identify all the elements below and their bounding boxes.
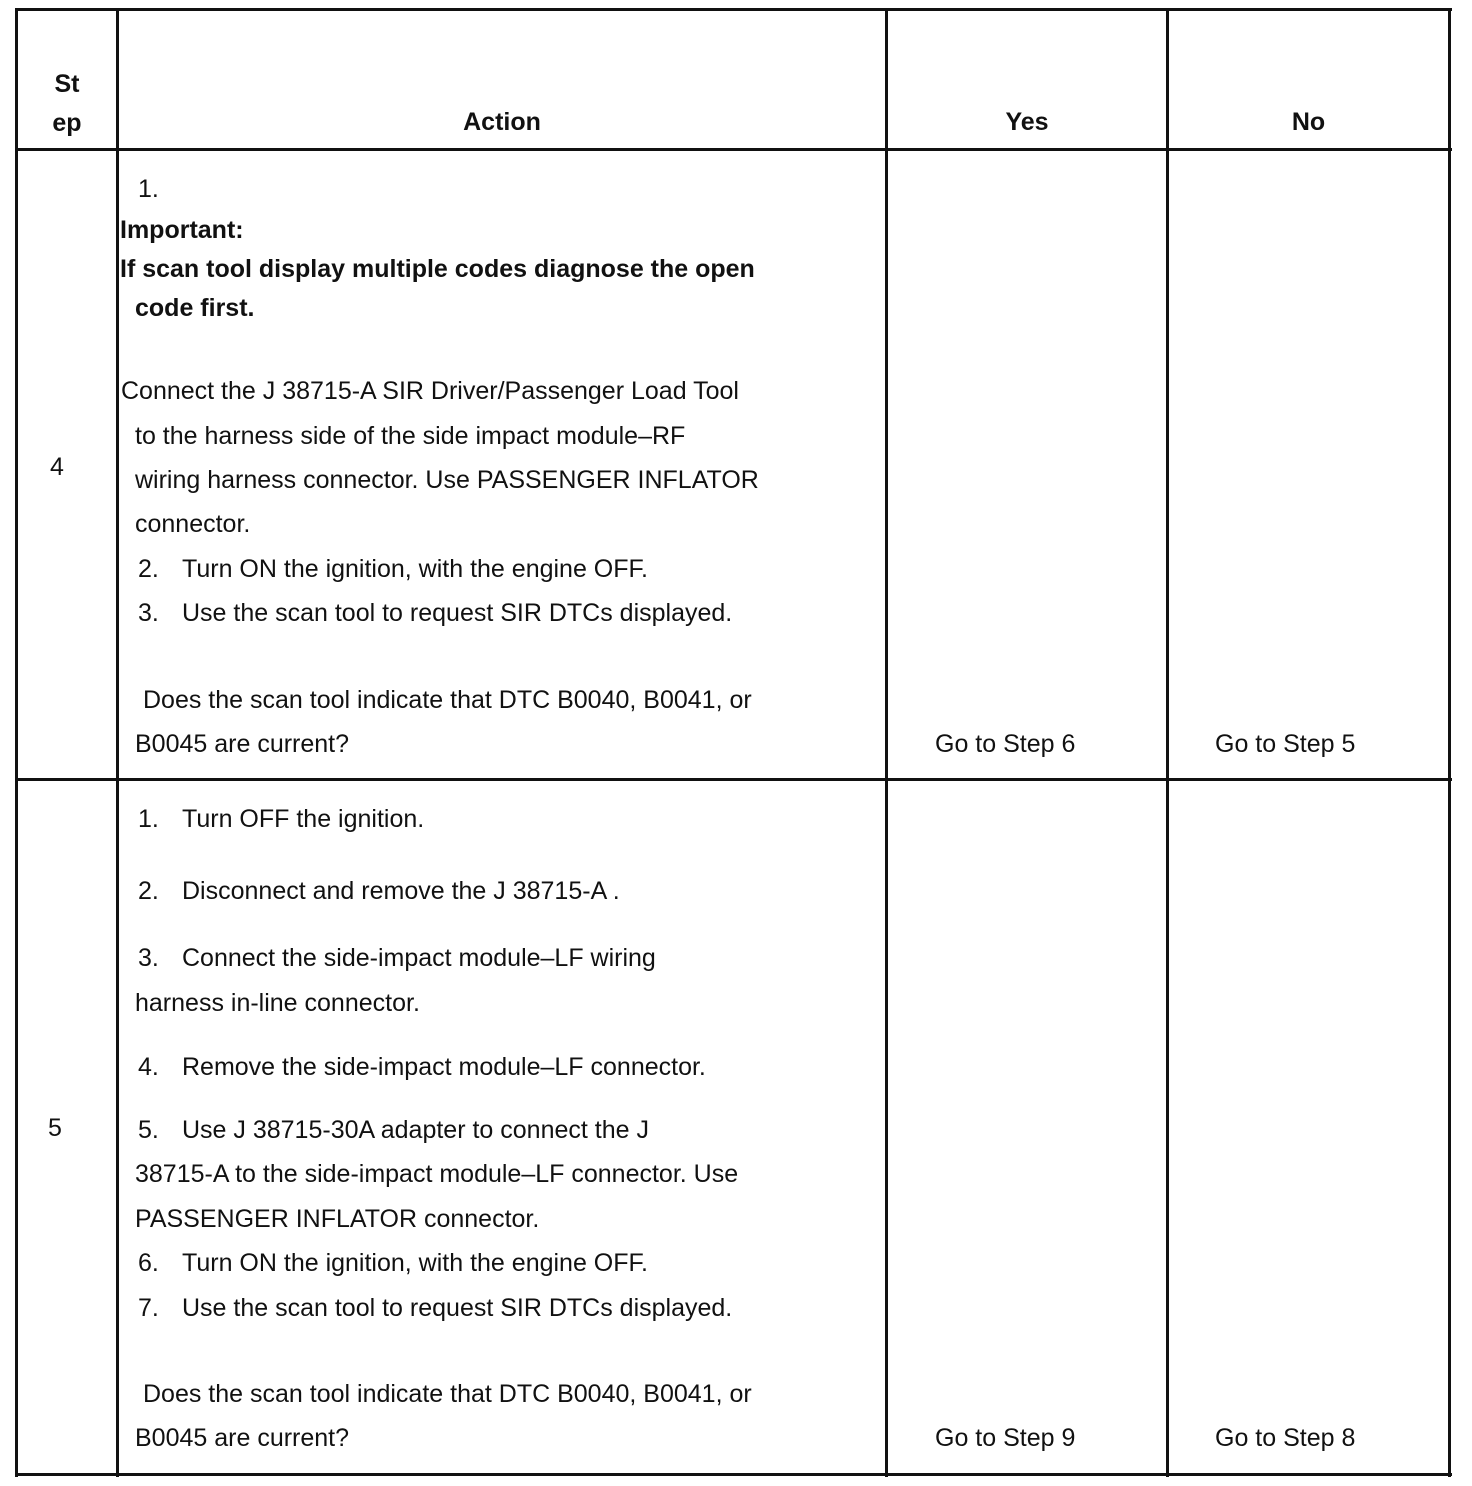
action-line: connector.	[135, 510, 251, 538]
important-note: code first.	[135, 294, 255, 322]
action-line: Disconnect and remove the J 38715-A .	[182, 877, 620, 905]
action-item-number: 3.	[138, 944, 159, 972]
step-number: 4	[50, 453, 64, 481]
header-no: No	[1291, 108, 1326, 136]
row-divider	[15, 778, 1452, 781]
action-line: Connect the J 38715-A SIR Driver/Passenger Load Tool	[121, 377, 739, 405]
important-note: If scan tool display multiple codes diagnose the open	[120, 255, 755, 283]
action-line: wiring harness connector. Use PASSENGER INFLATOR	[135, 466, 759, 494]
action-item-number: 5.	[138, 1116, 159, 1144]
action-item-number: 6.	[138, 1249, 159, 1277]
important-label: Important:	[120, 216, 244, 244]
column-divider-step	[116, 8, 119, 1477]
action-line: PASSENGER INFLATOR connector.	[135, 1205, 540, 1233]
action-line: 1.	[138, 175, 159, 203]
action-item-number: 1.	[138, 805, 159, 833]
action-question: Does the scan tool indicate that DTC B0040, B0041, or	[143, 1380, 752, 1408]
yes-result: Go to Step 9	[935, 1424, 1076, 1452]
action-question: B0045 are current?	[135, 1424, 350, 1452]
header-row-divider	[15, 148, 1452, 151]
column-divider-action	[885, 8, 888, 1477]
column-divider-yes	[1166, 8, 1169, 1477]
table-border-bottom	[15, 1473, 1452, 1476]
action-line: Turn ON the ignition, with the engine OFF.	[182, 1249, 648, 1277]
action-line: Turn ON the ignition, with the engine OFF.	[182, 555, 648, 583]
header-action: Action	[463, 108, 541, 136]
action-line: Connect the side-impact module–LF wiring	[182, 944, 656, 972]
action-item-number: 3.	[138, 599, 159, 627]
action-line: to the harness side of the side impact module–RF	[135, 422, 686, 450]
action-line: Turn OFF the ignition.	[182, 805, 425, 833]
action-question: B0045 are current?	[135, 730, 350, 758]
table-border-right	[1448, 8, 1451, 1477]
table-border-left	[15, 8, 18, 1477]
action-item-number: 4.	[138, 1053, 159, 1081]
action-line: Remove the side-impact module–LF connector.	[182, 1053, 706, 1081]
action-item-number: 2.	[138, 877, 159, 905]
action-item-number: 2.	[138, 555, 159, 583]
header-step-line1: St	[54, 70, 80, 98]
action-line: harness in-line connector.	[135, 989, 420, 1017]
no-result: Go to Step 8	[1215, 1424, 1356, 1452]
header-step-line2: ep	[52, 109, 82, 137]
action-line: Use the scan tool to request SIR DTCs displayed.	[182, 599, 733, 627]
step-number: 5	[48, 1114, 62, 1142]
no-result: Go to Step 5	[1215, 730, 1356, 758]
action-question: Does the scan tool indicate that DTC B0040, B0041, or	[143, 686, 752, 714]
yes-result: Go to Step 6	[935, 730, 1076, 758]
action-line: Use J 38715-30A adapter to connect the J	[182, 1116, 649, 1144]
action-item-number: 7.	[138, 1294, 159, 1322]
header-yes: Yes	[1005, 108, 1049, 136]
table-border-top	[15, 8, 1452, 11]
action-line: 38715-A to the side-impact module–LF connector. Use	[135, 1160, 739, 1188]
action-line: Use the scan tool to request SIR DTCs displayed.	[182, 1294, 733, 1322]
